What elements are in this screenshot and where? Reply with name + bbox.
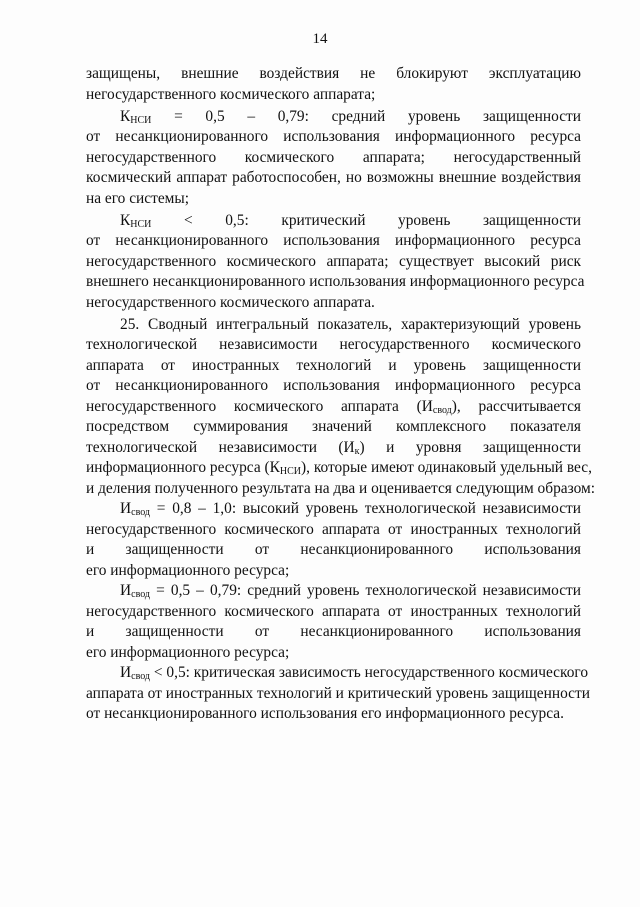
text-line-rest: = 0,8 – 1,0: высокий уровень технологической независимости [150, 500, 581, 517]
text-line [86, 85, 581, 106]
text-line-main: И [120, 664, 132, 681]
text-line [86, 499, 581, 520]
text-line [86, 127, 581, 148]
page-number: 14 [312, 31, 328, 47]
text-line-main: негосударственного космического аппарата; существует высокий риск [86, 252, 581, 270]
text-line-main: К [120, 211, 131, 229]
text-line [86, 397, 581, 418]
text-line [86, 561, 581, 582]
text-line-main: внешнего несанкционированного использования информационного ресурса [86, 273, 585, 290]
text-line [86, 540, 581, 561]
text-line [86, 376, 581, 397]
text-line-rest: ), рассчитывается [451, 397, 581, 415]
text-line [86, 581, 581, 602]
text-line [86, 479, 596, 500]
text-line [86, 663, 589, 684]
text-line-subscript: к [354, 445, 360, 457]
text-line [86, 272, 585, 293]
text-line [86, 684, 590, 705]
text-line [86, 356, 581, 377]
text-line-main: и защищенности от несанкционированного использования [86, 623, 581, 640]
text-line-rest: = 0,5 – 0,79: средний уровень технологической независимости [150, 582, 581, 599]
text-line [86, 520, 581, 541]
text-line-main: негосударственного космического аппарата; негосударственный [86, 148, 581, 166]
text-line [86, 622, 581, 643]
text-line [86, 335, 581, 356]
text-line [86, 293, 581, 314]
text-line [86, 107, 581, 128]
text-line-main: от несанкционированного использования информационного ресурса [86, 128, 581, 145]
text-line-main: защищены, внешние воздействия не блокируют эксплуатацию [86, 65, 581, 82]
text-line [86, 704, 581, 725]
document-body [86, 64, 596, 725]
text-line-main: негосударственного космического аппарата. [86, 293, 375, 311]
text-line [86, 252, 581, 273]
text-line-main: 25. Сводный интегральный показатель, характеризующий уровень [120, 315, 581, 333]
text-line-main: и деления полученного результата на два и оценивается следующим образом: [86, 479, 596, 497]
text-line-main: космический аппарат работоспособен, но возможны внешние воздействия [86, 169, 581, 186]
text-line [86, 643, 581, 664]
text-line-subscript: НСИ [279, 466, 302, 477]
text-line [86, 168, 581, 189]
text-line-main: негосударственного космического аппарата (И [86, 397, 433, 415]
text-line-main: негосударственного космического аппарата; [86, 85, 376, 103]
text-line [86, 438, 581, 459]
text-line-subscript: НСИ [130, 218, 152, 230]
text-line-main: технологической независимости (И [86, 438, 355, 456]
text-line-subscript: свод [131, 589, 151, 600]
text-line [86, 315, 581, 336]
text-line-rest: < 0,5: критическая зависимость негосударственного космического [150, 664, 589, 681]
text-line [86, 211, 581, 232]
text-line-main: от несанкционированного использования информационного ресурса [86, 232, 581, 249]
text-line [86, 602, 581, 623]
text-line-main: К [120, 107, 131, 125]
text-line-main: аппарата от иностранных технологий и критический уровень защищенности [86, 684, 590, 702]
text-line-main: И [120, 582, 132, 599]
text-line-main: негосударственного космического аппарата от иностранных технологий [86, 602, 581, 620]
text-line-main: аппарата от иностранных технологий и уровень защищенности [86, 356, 581, 374]
text-line-subscript: свод [131, 507, 151, 518]
text-line-rest: < 0,5: критический уровень защищенности [151, 211, 581, 229]
text-line-subscript: свод [131, 671, 151, 682]
text-line-main: его информационного ресурса; [86, 561, 290, 579]
text-line-main: его информационного ресурса; [86, 643, 290, 661]
text-line-main: и защищенности от несанкционированного использования [86, 541, 581, 558]
text-line-main: негосударственного космического аппарата от иностранных технологий [86, 520, 581, 538]
text-line-main: технологической независимости негосударственного космического [86, 336, 581, 353]
text-line-main: посредством суммирования значений комплексного показателя [86, 418, 581, 435]
text-line-main: от несанкционированного использования его информационного ресурса. [86, 705, 564, 722]
text-line [86, 64, 581, 85]
text-line [86, 231, 581, 252]
text-line-rest: ) и уровня защищенности [359, 438, 581, 456]
text-line-subscript: свод [432, 404, 452, 416]
text-line-rest: ), которые имеют одинаковый удельный вес, [301, 459, 592, 476]
text-line-main: информационного ресурса (К [86, 459, 280, 476]
text-line-main: от несанкционированного использования информационного ресурса [86, 377, 581, 394]
text-line-subscript: НСИ [130, 114, 152, 126]
text-line-main: на его системы; [86, 189, 190, 207]
text-line [86, 458, 592, 479]
text-line [86, 148, 581, 169]
text-line-rest: = 0,5 – 0,79: средний уровень защищенности [151, 107, 581, 125]
text-line [86, 189, 581, 210]
text-line [86, 417, 581, 438]
text-line-main: И [120, 500, 132, 517]
